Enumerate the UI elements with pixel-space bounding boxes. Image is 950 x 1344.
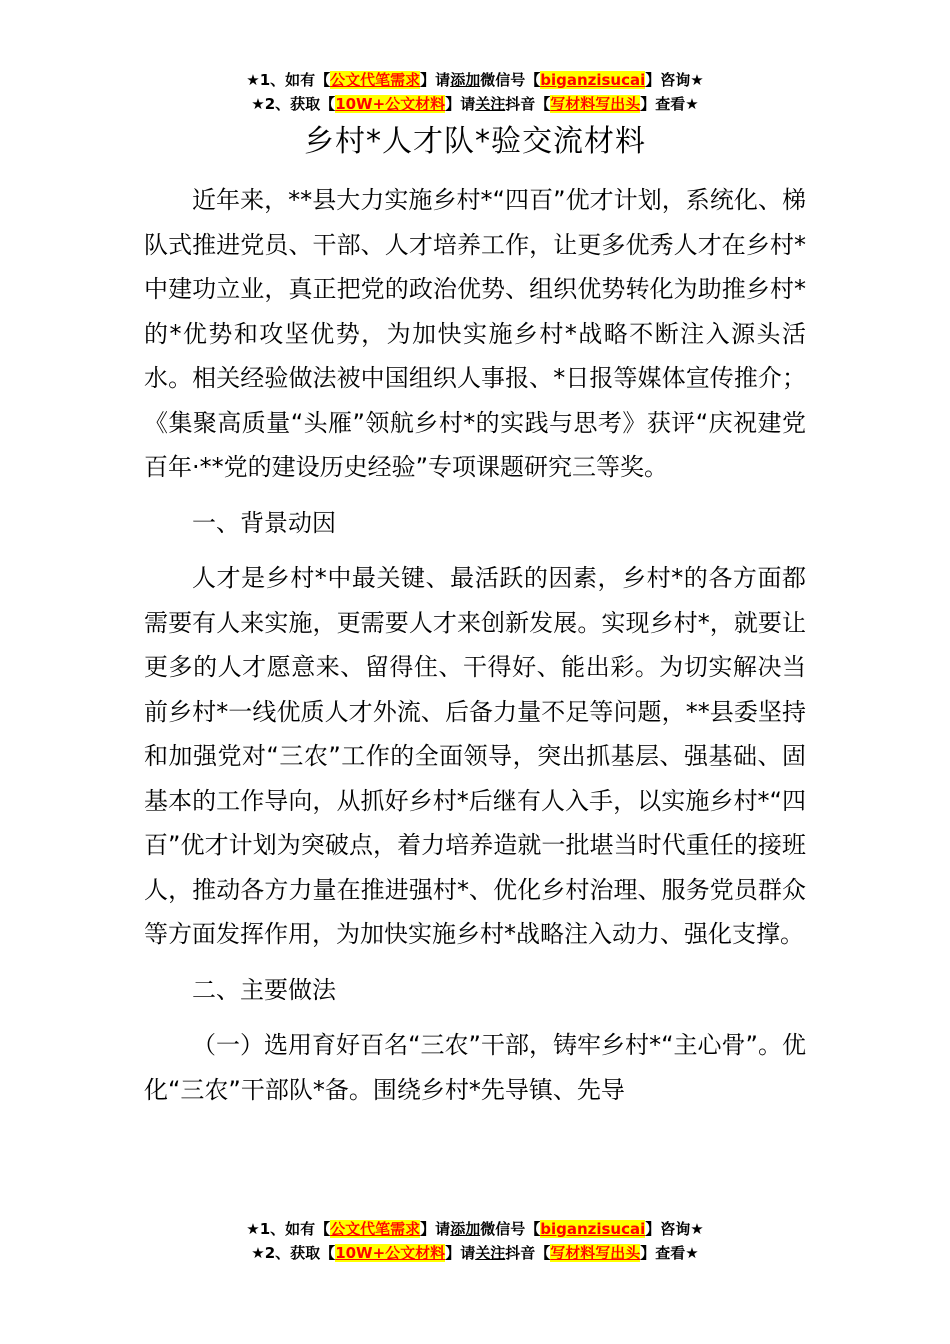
banner-text: 】查看★ (640, 95, 699, 113)
banner-text: 抖音【 (505, 1244, 551, 1262)
document-body (144, 178, 806, 1112)
document-title: 乡村*人才队*验交流材料 (304, 124, 646, 159)
underlined-text: 添加 (450, 71, 481, 89)
banner-text: 】请 (445, 1244, 476, 1262)
banner-text: 抖音【 (505, 95, 551, 113)
banner-line-2 (0, 1241, 950, 1265)
highlight-text: 10W+公文材料 (335, 95, 446, 113)
highlight-text: biganzisucai (540, 71, 646, 89)
banner-line-1 (0, 68, 950, 92)
section-heading-1: 一、背景动因 (192, 508, 336, 537)
highlight-text: 公文代笔需求 (330, 1220, 421, 1238)
banner-text: ★1、如有【 (246, 1220, 331, 1238)
banner-text: 】请 (445, 95, 476, 113)
paragraph-method-1: （一）选用育好百名“三农”干部，铸牢乡村*“主心骨”。优化“三农”干部队*备。围绕乡村*先导镇、先导 (144, 1031, 806, 1104)
section-heading-2: 二、主要做法 (192, 975, 336, 1004)
underlined-text: 添加 (450, 1220, 481, 1238)
highlight-text: 公文代笔需求 (330, 71, 421, 89)
banner-text: 】请 (420, 1220, 451, 1238)
banner-text: 】咨询★ (645, 71, 704, 89)
banner-text: ★2、获取【 (251, 95, 336, 113)
highlight-text: 10W+公文材料 (335, 1244, 446, 1262)
footer-banner (0, 1217, 950, 1265)
highlight-text: biganzisucai (540, 1220, 646, 1238)
highlight-text: 写材料写出头 (550, 1244, 641, 1262)
banner-line-1 (0, 1217, 950, 1241)
paragraph-background: 人才是乡村*中最关键、最活跃的因素，乡村*的各方面都需要有人来实施，更需要人才来创新发展。实现乡村*，就要让更多的人才愿意来、留得住、干得好、能出彩。为切实解决当前乡村*一线优质人才外流、后备力量不足等问题，**县委坚持和加强党对“三农”工作的全面领导，突出抓基层、强基础、固基本的工作导向，从抓好乡村*后继有人入手，以实施乡村*“四百”优才计划为突破点，着力培养造就一批堪当时代重任的接班人，推动各方力量在推进强村*、优化乡村治理、服务党员群众等方面发挥作用，为加快实施乡村*战略注入动力、强化支撑。 (144, 564, 806, 948)
underlined-text: 关注 (475, 95, 506, 113)
banner-text: ★2、获取【 (251, 1244, 336, 1262)
banner-text: ★1、如有【 (246, 71, 331, 89)
underlined-text: 关注 (475, 1244, 506, 1262)
banner-text: 】请 (420, 71, 451, 89)
highlight-text: 写材料写出头 (550, 95, 641, 113)
banner-text: 微信号【 (480, 71, 541, 89)
banner-text: 】查看★ (640, 1244, 699, 1262)
banner-text: 微信号【 (480, 1220, 541, 1238)
header-banner (0, 68, 950, 116)
paragraph-intro: 近年来，**县大力实施乡村*“四百”优才计划，系统化、梯队式推进党员、干部、人才培养工作，让更多优秀人才在乡村*中建功立业，真正把党的政治优势、组织优势转化为助推乡村*的*优势和攻坚优势，为加快实施乡村*战略不断注入源头活水。相关经验做法被中国组织人事报、*日报等媒体宣传推介；《集聚高质量“头雁”领航乡村*的实践与思考》获评“庆祝建党百年·**党的建设历史经验”专项课题研究三等奖。 (144, 186, 806, 481)
banner-text: 】咨询★ (645, 1220, 704, 1238)
banner-line-2 (0, 92, 950, 116)
